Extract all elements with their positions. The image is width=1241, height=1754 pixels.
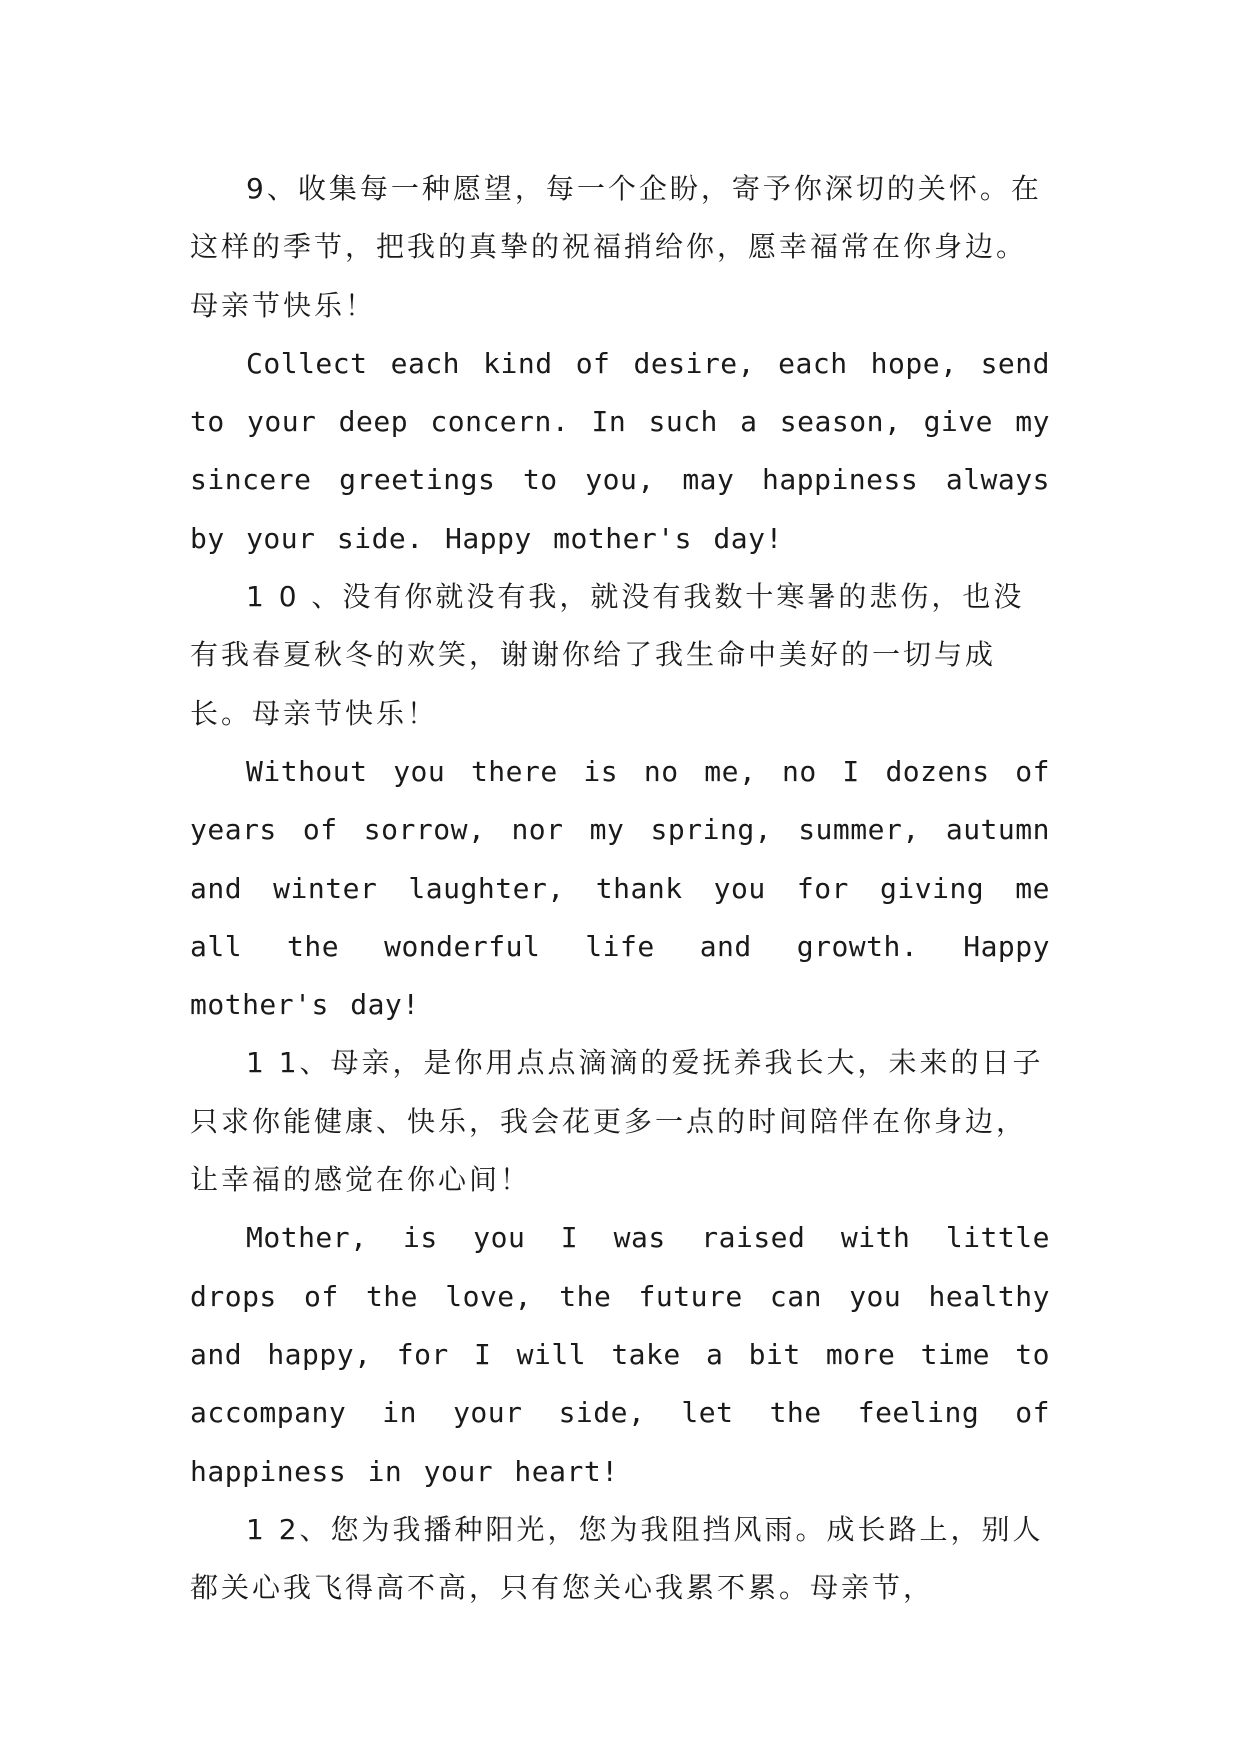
document-page [190,160,1050,1617]
paragraph-en-9: Collect each kind of desire, each hope, send to your deep concern. In such a season, give my sincere greetings to you, may happiness always by your side. Happy mother's day! [190,346,1050,555]
paragraph-zh-10: 1 0 、没有你就没有我，就没有我数十寒暑的悲伤，也没有我春夏秋冬的欢笑，谢谢你给了我生命中美好的一切与成长。母亲节快乐！ [190,580,1025,730]
paragraph-zh-11: 1 1、母亲，是你用点点滴滴的爱抚养我长大，未来的日子只求你能健康、快乐，我会花更多一点的时间陪伴在你身边，让幸福的感觉在你心间！ [190,1046,1044,1197]
paragraph-zh-9: 9、收集每一种愿望，每一个企盼，寄予你深切的关怀。在这样的季节，把我的真挚的祝福捎给你，愿幸福常在你身边。母亲节快乐！ [190,172,1042,322]
paragraph-zh-12: 1 2、您为我播种阳光，您为我阻挡风雨。成长路上，别人都关心我飞得高不高，只有您关心我累不累。母亲节， [190,1512,1044,1605]
paragraph-en-10: Without you there is no me, no I dozens of years of sorrow, nor my spring, summer, autumn and winter laughter, thank you for giving me all the wonderful life and growth. Happy mother's day! [190,754,1050,1022]
paragraph-en-11: Mother, is you I was raised with little drops of the love, the future can you healthy and happy, for I will take a bit more time to accompany in your side, let the feeling of happiness in your heart! [190,1221,1050,1488]
